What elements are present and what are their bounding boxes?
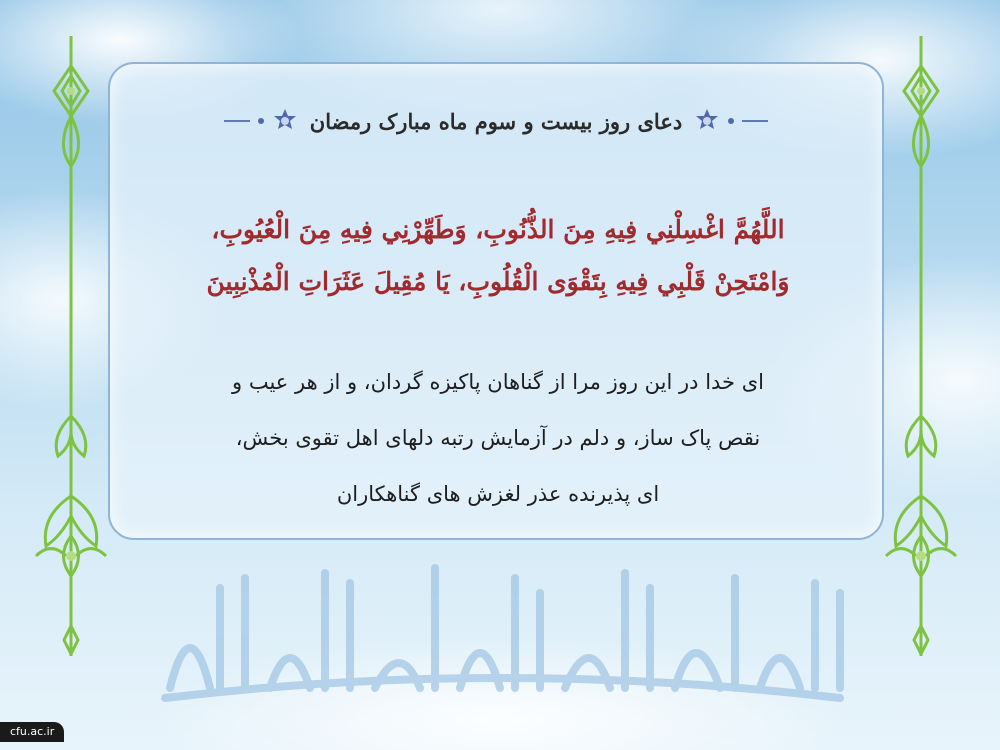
translation-line: ای خدا در این روز مرا از گناهان پاکیزه گردان، و از هر عیب و <box>232 370 764 394</box>
persian-translation-text <box>140 354 856 522</box>
title-dot-left <box>258 118 264 124</box>
title-divider-right <box>742 120 768 122</box>
title-dot-right <box>728 118 734 124</box>
translation-line: ای پذیرنده عذر لغزش های گناهکاران <box>336 482 660 506</box>
prayer-panel <box>108 62 884 540</box>
translation-line: نقص پاک ساز، و دلم در آزمایش رتبه دلهای اهل تقوی بخش، <box>235 426 761 450</box>
background-calligraphy-decoration <box>150 548 850 708</box>
arabic-prayer-line: وَامْتَحِنْ قَلْبِي فِيهِ بِتَقْوَى الْقُلُوبِ، يَا مُقِيلَ عَثَرَاتِ الْمُذْنِبِينَ <box>206 267 790 296</box>
arabic-prayer-text <box>140 204 856 308</box>
right-floral-ornament-icon <box>876 36 966 656</box>
title-divider-left <box>224 120 250 122</box>
page-title: دعای روز بیست و سوم ماه مبارک رمضان <box>309 108 683 134</box>
star-medallion-icon <box>694 108 720 134</box>
site-watermark: cfu.ac.ir <box>0 722 64 742</box>
star-medallion-icon <box>272 108 298 134</box>
title-row <box>110 108 882 134</box>
left-floral-ornament-icon <box>26 36 116 656</box>
arabic-prayer-line: اللَّهُمَّ اغْسِلْنِي فِيهِ مِنَ الذُّنُوبِ، وَطَهِّرْنِي فِيهِ مِنَ الْعُيُوبِ، <box>211 215 785 244</box>
